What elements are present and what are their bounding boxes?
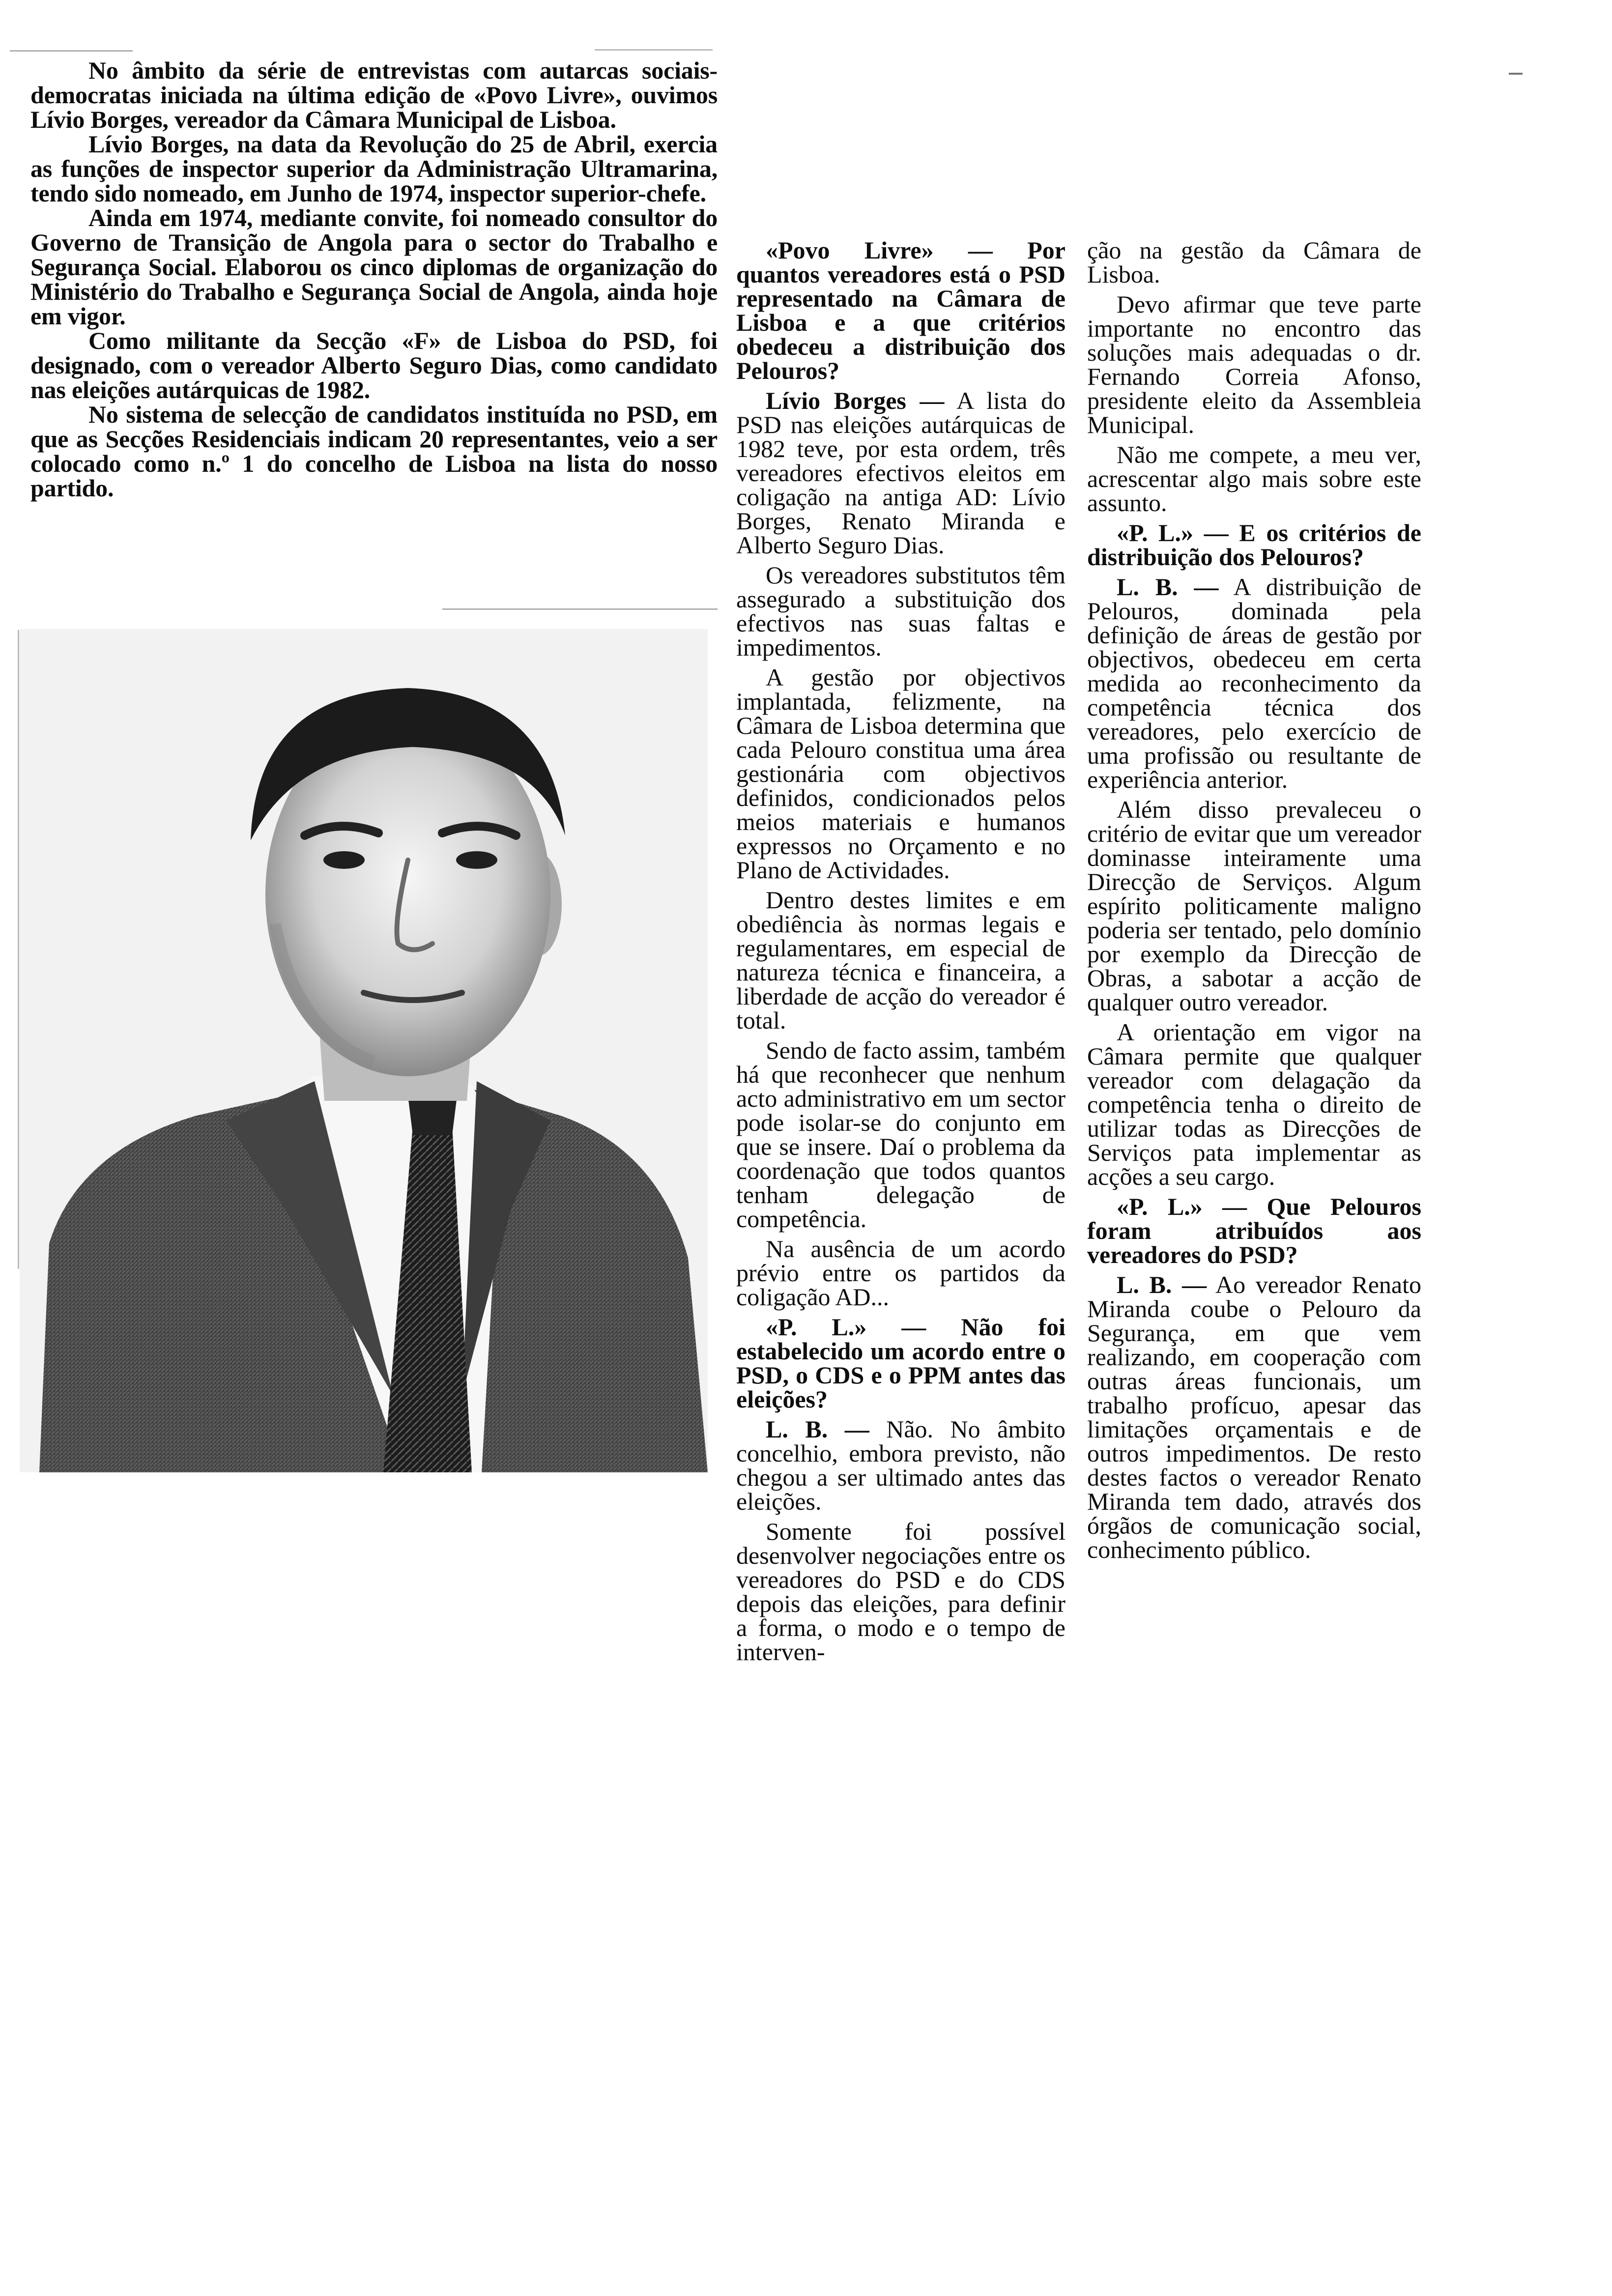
column-2 — [736, 238, 1065, 1670]
answer-1-text: A lista do PSD nas eleições autárquicas de 1982 teve, por esta ordem, três vereadores efectivos eleitos em coligação na antiga AD: Lívio Borges, Renato Miranda e Alberto Seguro Dias. — [736, 387, 1065, 559]
body-paragraph: A orientação em vigor na Câmara permite que qualquer vereador com delagação da competência tenha o direito de utilizar todas as Direcções de Serviços pata implementar as acções a seu cargo. — [1087, 1018, 1421, 1190]
scan-mark-top-center — [595, 49, 713, 51]
answer-2-text: Não. No âmbito concelhio, embora previsto, não chegou a ser ultimado antes das eleições. — [736, 1415, 1066, 1515]
answer-2-speaker: L. B. — — [766, 1415, 869, 1443]
question-4: «P. L.» — Que Pelouros foram atribuídos aos vereadores do PSD? — [1087, 1193, 1421, 1268]
intro-paragraph: Lívio Borges, na data da Revolução do 25 de Abril, exercia as funções de inspector superior da Administração Ultramarina, tendo sido nomeado, em Junho de 1974, inspector superior-chefe. — [30, 130, 718, 207]
body-paragraph: Não me compete, a meu ver, acrescentar algo mais sobre este assunto. — [1087, 441, 1421, 517]
body-paragraph: Dentro destes limites e em obediência às normas legais e regulamentares, em especial de natureza técnica e financeira, a liberdade de acção do vereador é total. — [736, 886, 1065, 1034]
answer-1 — [736, 389, 1065, 557]
scan-mark-photo-left — [18, 630, 19, 1269]
intro-paragraph: Como militante da Secção «F» de Lisboa do PSD, foi designado, com o vereador Alberto Seguro Dias, como candidato nas eleições autárquicas de 1982. — [30, 327, 718, 403]
scan-mark-top-right — [1509, 73, 1523, 75]
body-paragraph: Na ausência de um acordo prévio entre os partidos da coligação AD... — [736, 1235, 1065, 1311]
body-paragraph: Devo afirmar que teve parte importante no encontro das soluções mais adequadas o dr. Fernando Correia Afonso, presidente eleito da Assembleia Municipal. — [1087, 290, 1421, 438]
body-paragraph: Os vereadores substitutos têm assegurado a substituição dos efectivos nas suas faltas e impedimentos. — [736, 561, 1065, 661]
body-paragraph: A gestão por objectivos implantada, felizmente, na Câmara de Lisboa determina que cada Pelouro constitua uma área gestionária com objectivos definidos, condicionados pelos meios materiais e humanos expressos no Orçamento e no Plano de Actividades. — [736, 663, 1065, 884]
answer-2 — [736, 1417, 1065, 1514]
answer-3-speaker: L. B. — — [1117, 573, 1219, 601]
body-paragraph: Somente foi possível desenvolver negociações entre os vereadores do PSD e do CDS depois das eleições, para definir a forma, o modo e o tempo de interven- — [736, 1518, 1065, 1665]
body-paragraph: Sendo de facto assim, também há que reconhecer que nenhum acto administrativo em um sector pode isolar-se do conjunto em que se insere. Daí o problema da coordenação que todos quantos tenham delegação de competência. — [736, 1036, 1065, 1233]
answer-4-speaker: L. B. — — [1117, 1271, 1207, 1298]
answer-3 — [1087, 575, 1421, 792]
scan-mark-photo-top — [442, 608, 718, 610]
answer-3-text: A distribuição de Pelouros, dominada pela definição de áreas de gestão por objectivos, obedeceu em certa medida ao reconhecimento da competência técnica dos vereadores, pelo exercício de uma profissão ou resultante de experiência anterior. — [1087, 573, 1422, 793]
portrait-illustration — [20, 629, 708, 1472]
intro-paragraph: No sistema de selecção de candidatos instituída no PSD, em que as Secções Residenciais indicam 20 representantes, veio a ser colocado como n.º 1 do concelho de Lisboa na lista do nosso partido. — [30, 401, 718, 502]
body-paragraph: Além disso prevaleceu o critério de evitar que um vereador dominasse inteiramente uma Direcção de Serviços. Algum espírito politicamente maligno poderia ser tentado, pelo domínio por exemplo da Direcção de Obras, a sabotar a acção de qualquer outro vereador. — [1087, 796, 1421, 1016]
question-3: «P. L.» — E os critérios de distribuição dos Pelouros? — [1087, 519, 1421, 571]
intro-block — [30, 58, 718, 500]
question-2: «P. L.» — Não foi estabelecido um acordo entre o PSD, o CDS e o PPM antes das eleições? — [736, 1313, 1065, 1413]
answer-4-text: Ao vereador Renato Miranda coube o Pelouro da Segurança, em que vem realizando, em cooperação com outras áreas funcionais, um trabalho profícuo, apesar das limitações orçamentais e de outros impedimentos. De resto destes factos o vereador Renato Miranda tem dado, através dos órgãos de comunicação social, conhecimento público. — [1087, 1271, 1421, 1563]
question-1: «Povo Livre» — Por quantos vereadores está o PSD representado na Câmara de Lisboa e a que critérios obedeceu a distribuição dos Pelouros? — [736, 236, 1065, 384]
column-3 — [1087, 238, 1421, 1568]
portrait-photo — [20, 629, 708, 1472]
body-paragraph-continued: ção na gestão da Câmara de Lisboa. — [1087, 236, 1421, 288]
answer-1-speaker: Lívio Borges — — [766, 387, 945, 414]
answer-4 — [1087, 1273, 1421, 1562]
scan-mark-top-left — [10, 50, 133, 52]
intro-paragraph: No âmbito da série de entrevistas com autarcas sociais-democratas iniciada na última edição de «Povo Livre», ouvimos Lívio Borges, vereador da Câmara Municipal de Lisboa. — [30, 57, 718, 133]
intro-paragraph: Ainda em 1974, mediante convite, foi nomeado consultor do Governo de Transição de Angola para o sector do Trabalho e Segurança Social. Elaborou os cinco diplomas de organização do Ministério do Trabalho e Segurança Social de Angola, ainda hoje em vigor. — [30, 204, 718, 330]
